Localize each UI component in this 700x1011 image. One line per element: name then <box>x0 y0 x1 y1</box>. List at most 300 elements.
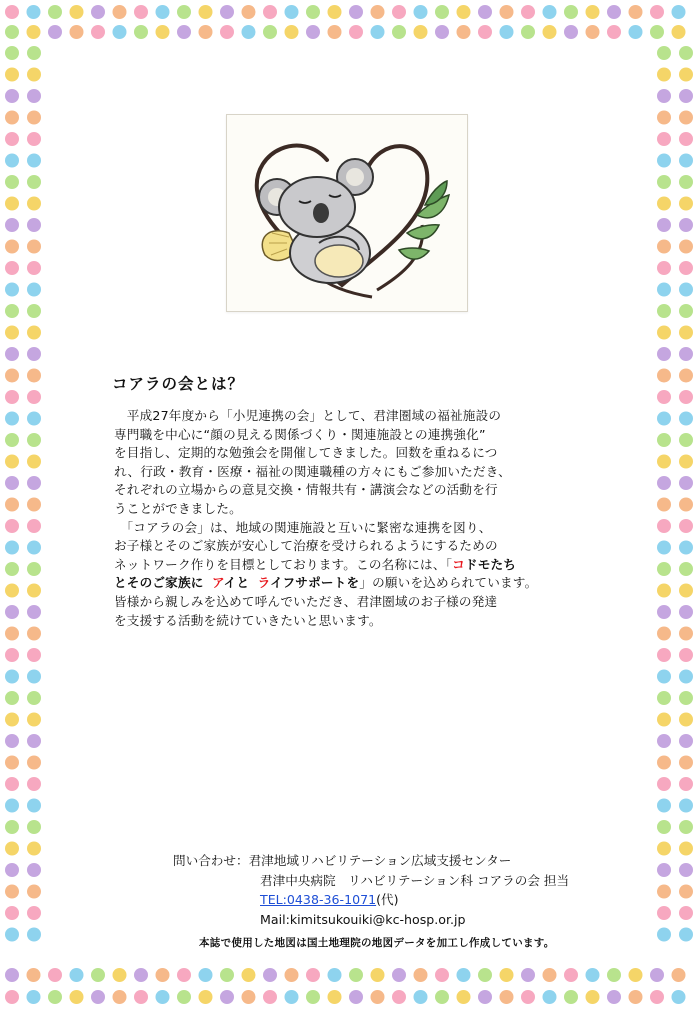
border-dot <box>134 25 148 39</box>
border-dot <box>199 990 213 1004</box>
border-dot <box>27 46 41 60</box>
border-dot <box>242 990 256 1004</box>
border-dot <box>657 562 671 576</box>
border-dot <box>679 283 693 297</box>
border-dot <box>27 326 41 340</box>
border-dot <box>5 197 19 211</box>
border-dot <box>113 968 127 982</box>
border-dot <box>607 25 621 39</box>
border-dot <box>5 283 19 297</box>
border-dot <box>27 928 41 942</box>
border-dot <box>457 25 471 39</box>
border-dot <box>156 990 170 1004</box>
border-dot <box>679 670 693 684</box>
border-dot <box>657 713 671 727</box>
border-dot <box>27 390 41 404</box>
border-dot <box>242 25 256 39</box>
border-dot <box>414 25 428 39</box>
border-dot <box>657 240 671 254</box>
border-dot <box>679 89 693 103</box>
border-dot <box>134 5 148 19</box>
contact-block <box>173 851 569 929</box>
border-dot <box>27 885 41 899</box>
name-letter-ko: コ <box>452 556 465 572</box>
border-dot <box>657 584 671 598</box>
border-dot <box>586 990 600 1004</box>
border-dot <box>27 455 41 469</box>
border-dot <box>349 990 363 1004</box>
body-line <box>114 556 614 575</box>
border-dot <box>27 670 41 684</box>
border-dot <box>5 885 19 899</box>
border-dot <box>679 906 693 920</box>
border-dot <box>70 25 84 39</box>
border-dot <box>607 5 621 19</box>
border-dot <box>263 25 277 39</box>
border-dot <box>657 68 671 82</box>
border-dot <box>586 5 600 19</box>
body-line: を目指し、定期的な勉強会を開催してきました。回数を重ねるにつ <box>114 445 498 461</box>
border-dot <box>564 5 578 19</box>
border-dot <box>543 5 557 19</box>
border-dot <box>586 25 600 39</box>
border-dot <box>679 455 693 469</box>
border-dot <box>306 990 320 1004</box>
border-dot <box>679 648 693 662</box>
border-dot <box>521 25 535 39</box>
border-dot <box>27 756 41 770</box>
border-dot <box>5 756 19 770</box>
border-dot <box>5 390 19 404</box>
name-letter-ra: ラ <box>257 575 271 591</box>
border-dot <box>657 326 671 340</box>
border-dot <box>5 519 19 533</box>
border-dot <box>27 369 41 383</box>
border-dot <box>177 5 191 19</box>
name-word-kodomo: ドモたち <box>464 556 517 572</box>
border-dot <box>5 111 19 125</box>
border-dot <box>349 25 363 39</box>
body-line: を支援する活動を続けていきたいと思います。 <box>114 612 382 628</box>
border-dot <box>27 218 41 232</box>
body-line: 平成27年度から「小児連携の会」として、君津圏域の福祉施設の <box>114 408 502 423</box>
border-dot <box>5 605 19 619</box>
border-dot <box>5 584 19 598</box>
border-dot <box>657 132 671 146</box>
border-dot <box>5 46 19 60</box>
border-dot <box>27 347 41 361</box>
border-dot <box>521 5 535 19</box>
border-dot <box>679 218 693 232</box>
border-dot <box>27 261 41 275</box>
border-dot <box>177 25 191 39</box>
contact-label: 問い合わせ： <box>173 853 249 868</box>
border-dot <box>27 734 41 748</box>
border-dot <box>371 968 385 982</box>
border-dot <box>657 863 671 877</box>
border-dot <box>500 968 514 982</box>
border-dot <box>650 990 664 1004</box>
border-dot <box>113 990 127 1004</box>
border-dot <box>5 777 19 791</box>
contact-mail[interactable]: Mail:kimitsukouiki@kc-hosp.or.jp <box>260 911 466 927</box>
border-dot <box>27 68 41 82</box>
border-dot <box>349 968 363 982</box>
border-dot <box>27 648 41 662</box>
border-dot <box>27 175 41 189</box>
border-dot <box>392 5 406 19</box>
border-dot <box>435 990 449 1004</box>
border-dot <box>657 304 671 318</box>
border-dot <box>435 25 449 39</box>
body-line: うことができました。 <box>114 500 242 516</box>
border-dot <box>328 968 342 982</box>
border-dot <box>657 799 671 813</box>
border-dot <box>5 412 19 426</box>
border-dot <box>478 968 492 982</box>
name-word-ai: イと <box>223 575 250 591</box>
border-dot <box>156 968 170 982</box>
border-dot <box>5 132 19 146</box>
contact-row-tel <box>173 890 569 910</box>
border-dot <box>543 990 557 1004</box>
border-dot <box>5 928 19 942</box>
border-dot <box>657 820 671 834</box>
border-dot <box>5 799 19 813</box>
border-dot <box>27 25 41 39</box>
border-dot <box>306 25 320 39</box>
border-dot <box>478 990 492 1004</box>
border-dot <box>478 25 492 39</box>
border-dot <box>392 968 406 982</box>
koala-angel-heart-icon <box>227 115 467 311</box>
name-meaning-tail: 」の願いを込められています。 <box>359 575 538 591</box>
border-dot <box>27 197 41 211</box>
border-dot <box>679 46 693 60</box>
border-dot <box>657 261 671 275</box>
border-dot <box>242 5 256 19</box>
border-dot <box>629 990 643 1004</box>
border-dot <box>5 175 19 189</box>
border-dot <box>306 5 320 19</box>
border-dot <box>5 326 19 340</box>
border-dot <box>263 968 277 982</box>
border-dot <box>285 968 299 982</box>
border-dot <box>679 433 693 447</box>
border-dot <box>414 5 428 19</box>
border-dot <box>5 476 19 490</box>
border-dot <box>679 175 693 189</box>
border-dot <box>657 347 671 361</box>
border-dot <box>5 734 19 748</box>
border-dot <box>679 304 693 318</box>
border-dot <box>679 68 693 82</box>
border-dot <box>657 734 671 748</box>
border-dot <box>657 46 671 60</box>
border-dot <box>371 990 385 1004</box>
border-dot <box>564 968 578 982</box>
border-dot <box>521 990 535 1004</box>
border-dot <box>679 777 693 791</box>
body-line: 「コアラの会」は、地域の関連施設と互いに緊密な連携を図り、 <box>114 519 492 535</box>
border-dot <box>5 261 19 275</box>
border-dot <box>564 25 578 39</box>
border-dot <box>657 197 671 211</box>
border-dot <box>679 799 693 813</box>
border-dot <box>414 990 428 1004</box>
border-dot <box>199 25 213 39</box>
border-dot <box>27 820 41 834</box>
border-dot <box>679 369 693 383</box>
border-dot <box>91 25 105 39</box>
border-dot <box>650 25 664 39</box>
border-dot <box>679 584 693 598</box>
border-dot <box>679 734 693 748</box>
border-dot <box>91 968 105 982</box>
body-text <box>114 407 614 630</box>
border-dot <box>629 5 643 19</box>
border-dot <box>657 842 671 856</box>
border-dot <box>657 777 671 791</box>
body-line: お子様とそのご家族が安心して治療を受けられるようにするための <box>114 538 498 554</box>
border-dot <box>657 476 671 490</box>
border-dot <box>27 691 41 705</box>
border-dot <box>27 584 41 598</box>
border-dot <box>91 990 105 1004</box>
border-dot <box>177 990 191 1004</box>
border-dot <box>679 347 693 361</box>
border-dot <box>27 283 41 297</box>
border-dot <box>220 25 234 39</box>
border-dot <box>199 5 213 19</box>
border-dot <box>263 5 277 19</box>
border-dot <box>5 820 19 834</box>
border-dot <box>220 5 234 19</box>
border-dot <box>134 990 148 1004</box>
border-dot <box>156 25 170 39</box>
border-dot <box>457 968 471 982</box>
border-dot <box>543 968 557 982</box>
border-dot <box>5 670 19 684</box>
border-dot <box>27 968 41 982</box>
border-dot <box>657 89 671 103</box>
border-dot <box>679 691 693 705</box>
border-dot <box>657 691 671 705</box>
border-dot <box>5 89 19 103</box>
border-dot <box>328 990 342 1004</box>
border-dot <box>657 433 671 447</box>
border-dot <box>263 990 277 1004</box>
border-dot <box>657 218 671 232</box>
border-dot <box>657 412 671 426</box>
border-dot <box>679 541 693 555</box>
border-dot <box>91 5 105 19</box>
border-dot <box>657 627 671 641</box>
tel-suffix: (代) <box>376 892 399 907</box>
border-dot <box>27 111 41 125</box>
border-dot <box>629 25 643 39</box>
border-dot <box>113 25 127 39</box>
border-dot <box>679 842 693 856</box>
border-dot <box>679 498 693 512</box>
border-dot <box>5 541 19 555</box>
body-line: れ、行政・教育・医療・福祉の関連職種の方々にもご参加いただき、 <box>114 463 511 479</box>
border-dot <box>679 240 693 254</box>
border-dot <box>156 5 170 19</box>
border-dot <box>679 713 693 727</box>
border-dot <box>306 968 320 982</box>
border-dot <box>5 5 19 19</box>
border-dot <box>177 968 191 982</box>
border-dot <box>500 5 514 19</box>
border-dot <box>657 111 671 125</box>
border-dot <box>5 562 19 576</box>
border-dot <box>371 5 385 19</box>
name-word-lifesupport: イフサポートを <box>270 575 360 591</box>
border-dot <box>5 347 19 361</box>
border-dot <box>134 968 148 982</box>
border-dot <box>70 5 84 19</box>
border-dot <box>392 25 406 39</box>
border-dot <box>27 519 41 533</box>
border-dot <box>27 89 41 103</box>
border-dot <box>48 5 62 19</box>
border-dot <box>242 968 256 982</box>
border-dot <box>285 5 299 19</box>
border-dot <box>27 713 41 727</box>
border-dot <box>285 990 299 1004</box>
border-dot <box>27 562 41 576</box>
border-dot <box>679 756 693 770</box>
border-dot <box>679 197 693 211</box>
border-dot <box>5 369 19 383</box>
border-dot <box>70 990 84 1004</box>
border-dot <box>27 412 41 426</box>
border-dot <box>679 863 693 877</box>
border-dot <box>27 906 41 920</box>
border-dot <box>657 906 671 920</box>
border-dot <box>679 111 693 125</box>
border-dot <box>349 5 363 19</box>
border-dot <box>27 605 41 619</box>
border-dot <box>657 283 671 297</box>
border-dot <box>672 25 686 39</box>
name-letter-a: ア <box>211 575 224 591</box>
border-dot <box>657 175 671 189</box>
border-dot <box>27 863 41 877</box>
border-dot <box>679 885 693 899</box>
border-dot <box>5 498 19 512</box>
border-dot <box>657 541 671 555</box>
border-dot <box>70 968 84 982</box>
border-dot <box>657 455 671 469</box>
border-dot <box>607 968 621 982</box>
border-dot <box>5 455 19 469</box>
border-dot <box>672 5 686 19</box>
border-dot <box>679 519 693 533</box>
border-dot <box>27 842 41 856</box>
border-dot <box>679 261 693 275</box>
border-dot <box>5 240 19 254</box>
border-dot <box>199 968 213 982</box>
border-dot <box>113 5 127 19</box>
border-dot <box>435 5 449 19</box>
body-line: 皆様から親しみを込めて呼んでいただき、君津圏域のお子様の発達 <box>114 593 498 609</box>
border-dot <box>679 605 693 619</box>
body-line-text: ネットワーク作りを目標としております。この名称には、「 <box>114 556 453 572</box>
border-dot <box>500 990 514 1004</box>
border-dot <box>5 842 19 856</box>
border-dot <box>5 990 19 1004</box>
border-dot <box>27 5 41 19</box>
border-dot <box>414 968 428 982</box>
border-dot <box>5 68 19 82</box>
border-dot <box>220 968 234 982</box>
border-dot <box>5 433 19 447</box>
border-dot <box>27 541 41 555</box>
border-dot <box>657 648 671 662</box>
border-dot <box>457 5 471 19</box>
border-dot <box>5 906 19 920</box>
border-dot <box>672 968 686 982</box>
border-dot <box>672 990 686 1004</box>
body-line <box>114 574 614 593</box>
border-dot <box>48 990 62 1004</box>
border-dot <box>629 968 643 982</box>
section-heading: コアラの会とは？ <box>112 375 245 393</box>
border-dot <box>285 25 299 39</box>
border-dot <box>27 240 41 254</box>
border-dot <box>679 820 693 834</box>
border-dot <box>27 304 41 318</box>
border-dot <box>657 519 671 533</box>
border-dot <box>27 799 41 813</box>
border-dot <box>657 369 671 383</box>
border-dot <box>679 132 693 146</box>
border-dot <box>586 968 600 982</box>
border-dot <box>27 990 41 1004</box>
border-dot <box>5 304 19 318</box>
border-dot <box>27 498 41 512</box>
border-dot <box>5 648 19 662</box>
border-dot <box>5 25 19 39</box>
border-dot <box>607 990 621 1004</box>
body-line: それぞれの立場からの意見交換・情報共有・講演会などの活動を行 <box>114 482 498 498</box>
border-dot <box>27 627 41 641</box>
border-dot <box>679 928 693 942</box>
border-dot <box>27 476 41 490</box>
border-dot <box>478 5 492 19</box>
border-dot <box>27 433 41 447</box>
border-dot <box>657 928 671 942</box>
border-dot <box>679 154 693 168</box>
border-dot <box>435 968 449 982</box>
border-dot <box>5 713 19 727</box>
border-dot <box>657 390 671 404</box>
contact-center: 君津地域リハビリテーション広域支援センター <box>248 853 512 868</box>
border-dot <box>650 5 664 19</box>
border-dot <box>5 218 19 232</box>
border-dot <box>657 670 671 684</box>
border-dot <box>5 691 19 705</box>
border-dot <box>657 885 671 899</box>
koala-illustration <box>226 114 468 312</box>
body-line: 専門職を中心に“顔の見える関係づくり・関連施設との連携強化” <box>114 426 486 442</box>
tel-link[interactable]: TEL:0438-36-1071 <box>260 892 377 907</box>
border-dot <box>27 132 41 146</box>
border-dot <box>657 498 671 512</box>
border-dot <box>5 863 19 877</box>
